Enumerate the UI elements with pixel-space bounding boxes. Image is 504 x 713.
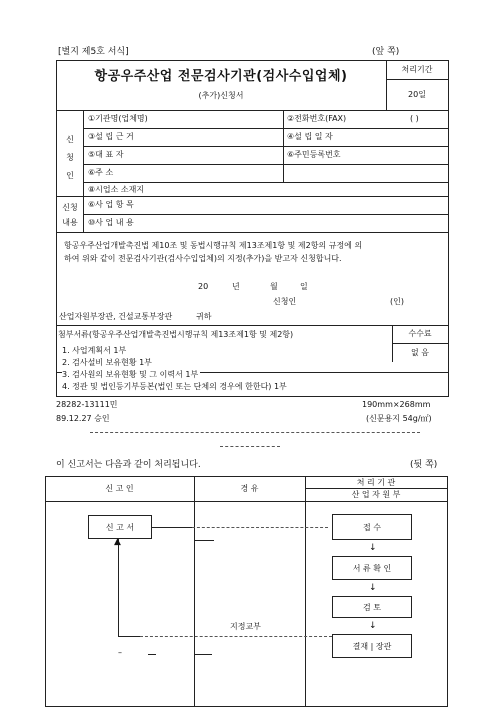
approval-date: 89.12.27 승인 <box>56 414 110 423</box>
form-number: [별지 제5호 서식] <box>58 47 129 57</box>
col-agency-header: 처 리 기 관 <box>356 477 396 487</box>
date-month-unit: 월 <box>270 282 278 291</box>
establishment-date-label: ④설 립 일 자 <box>287 132 333 141</box>
fee-label: 수수료 <box>408 329 432 338</box>
phone-label: ②전화번호(FAX) <box>287 114 347 123</box>
step-review: 검 토 <box>332 596 412 618</box>
arrow-down-2: ↓ <box>369 583 377 593</box>
date-year: 20 <box>198 282 209 291</box>
applicant-signature-label: 신청인 <box>273 297 297 306</box>
attachment-item-3: 3. 검사원의 보유현황 및 그 이력서 1부 <box>62 370 199 379</box>
step-receipt: 접 수 <box>332 514 412 540</box>
step-document-check: 서 류 확 인 <box>332 556 412 580</box>
declaration-line-1: 항공우주산업개발촉진법 제10조 및 동법시행규칙 제13조제1항 및 제2항의 규정에 의 <box>64 241 363 250</box>
recipient-suffix: 귀하 <box>196 312 212 321</box>
address-label: ⑥주 소 <box>88 168 114 177</box>
page-side-back: (뒷 쪽) <box>410 460 438 470</box>
date-day-unit: 일 <box>300 282 308 291</box>
process-intro: 이 신고서는 다음과 같이 처리됩니다. <box>56 460 201 470</box>
representative-label: ⑤대 표 자 <box>88 150 124 159</box>
processing-period-value: 20일 <box>408 90 426 99</box>
attachment-item-4: 4. 정관 및 법인등기부등본(법인 또는 단체의 경우에 한한다) 1부 <box>62 382 287 391</box>
business-contents-label: ⑩사 업 내 용 <box>88 218 134 227</box>
recipient: 산업자원부장관, 건설교통부장관 <box>59 312 173 321</box>
processing-period-label: 처리기간 <box>401 65 433 74</box>
application-section-label: 신청 내용 <box>62 203 78 227</box>
designation-issue-label: 지정교부 <box>230 622 261 631</box>
return-arrow-up: ▲ <box>114 537 121 547</box>
attachments-heading: 첨부서류(항공우주산업개발촉진법시행규칙 제13조제1항 및 제2항) <box>58 330 294 339</box>
form-title: 항공우주산업 전문검사기관(검사수입업체) <box>94 68 348 84</box>
org-name-label: ①기관명(업체명) <box>88 114 148 123</box>
page-side-front: (앞 쪽) <box>372 47 400 57</box>
form-code: 28282-13111민 <box>56 400 118 409</box>
step-approval: 결재 | 장관 <box>332 634 412 658</box>
workplace-label: ⑧시업소 소재지 <box>88 185 145 194</box>
legal-basis-label: ③설 립 근 거 <box>88 132 134 141</box>
declaration-line-2: 하여 위와 같이 전문검사기관(검사수입업체)의 지정(추가)을 받고자 신청합니다. <box>64 254 342 263</box>
phone-paren: ( ) <box>410 114 419 123</box>
reporter-document-box: 신 고 서 <box>88 515 152 539</box>
col-via-header: 경 유 <box>240 484 259 493</box>
col-agency-subheader: 산 업 자 원 부 <box>351 489 401 499</box>
fee-value: 없 음 <box>411 348 429 357</box>
attachment-item-1: 1. 사업계획서 1부 <box>62 346 127 355</box>
date-year-unit: 년 <box>232 282 240 291</box>
resident-number-label: ⑥주민등록번호 <box>287 150 341 159</box>
attachment-item-2: 2. 검사설비 보유현황 1부 <box>62 358 152 367</box>
arrow-down-3: ↓ <box>369 621 377 631</box>
business-items-label: ⑥사 업 항 목 <box>88 200 134 209</box>
paper-type: (신문용지 54g/㎡) <box>366 414 432 423</box>
paper-size: 190mm×268mm <box>362 400 431 409</box>
arrow-down-1: ↓ <box>369 543 377 553</box>
seal-mark: (인) <box>390 297 404 306</box>
applicant-section-label: 신 청 인 <box>66 135 74 180</box>
col-reporter-header: 신 고 인 <box>105 484 134 493</box>
form-subtitle: (추가)신청서 <box>198 91 244 100</box>
